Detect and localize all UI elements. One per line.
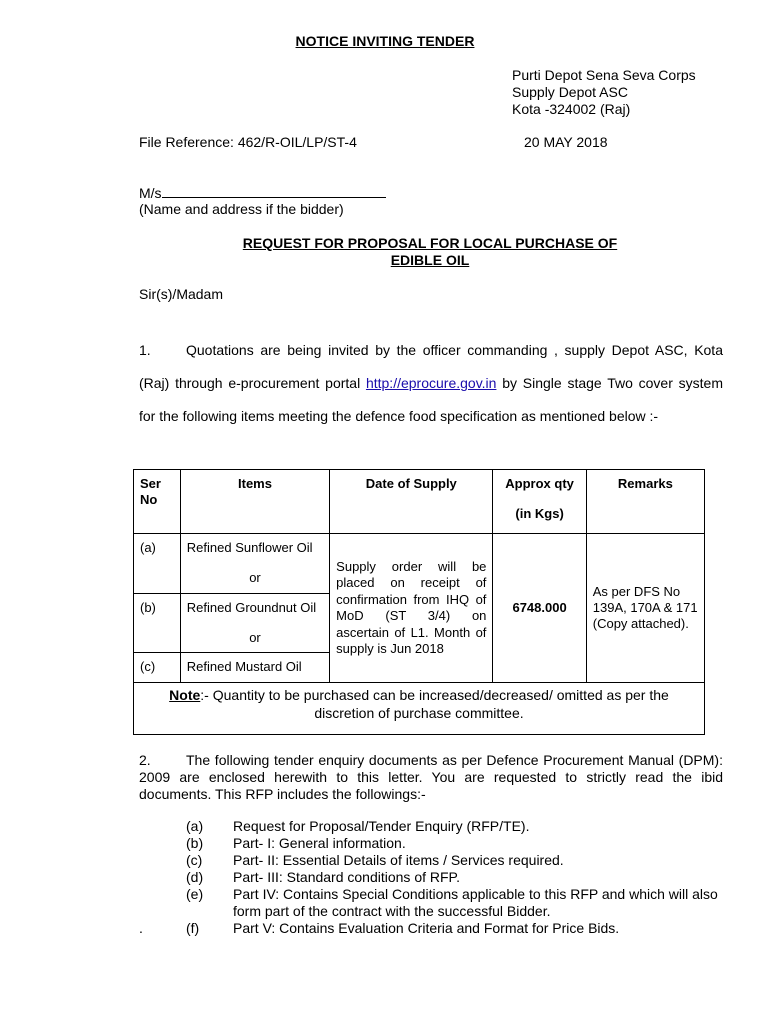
note-row — [134, 683, 705, 735]
note-cell — [134, 683, 705, 735]
list-marker: (f) — [186, 920, 200, 936]
file-reference: File Reference: 462/R-OIL/LP/ST-4 — [139, 134, 357, 150]
list-text: Part- II: Essential Details of items / Services required. — [233, 852, 564, 868]
list-marker: (b) — [186, 835, 204, 851]
note-label: Note — [169, 687, 201, 703]
header-items: Items — [180, 470, 329, 534]
item-name: Refined Sunflower Oil — [186, 540, 313, 555]
ser-cell: (a) — [134, 534, 181, 594]
note-text: :- Quantity to be purchased can be increased/decreased/ omitted as per the discretion of purchase committee. — [200, 687, 669, 721]
header-approx-qty — [493, 470, 586, 534]
address-line: Kota -324002 (Raj) — [512, 101, 631, 117]
paragraph-text: by Single stage Two cover system for the following items meeting the defence food specification as mentioned below :- — [139, 375, 723, 424]
list-text: Part V: Contains Evaluation Criteria and Format for Price Bids. — [233, 920, 620, 936]
list-item — [139, 920, 729, 937]
list-text: Request for Proposal/Tender Enquiry (RFP/TE). — [233, 818, 530, 834]
recipient-blank — [162, 184, 386, 198]
list-item — [139, 818, 729, 835]
rfp-title — [160, 235, 700, 269]
recipient-hint: (Name and address if the bidder) — [139, 201, 344, 217]
item-cell — [180, 534, 329, 594]
items-table — [133, 469, 705, 735]
header-date-of-supply: Date of Supply — [330, 470, 493, 534]
rfp-title-line2: EDIBLE OIL — [390, 252, 470, 268]
ser-cell: (b) — [134, 594, 181, 653]
item-name: Refined Groundnut Oil — [186, 600, 317, 615]
paragraph-number: 1. — [139, 342, 151, 358]
address-line: Purti Depot Sena Seva Corps — [512, 67, 696, 83]
paragraph-number: 2. — [139, 752, 151, 768]
salutation: Sir(s)/Madam — [139, 286, 224, 302]
rfp-title-line1: REQUEST FOR PROPOSAL FOR LOCAL PURCHASE OF — [242, 235, 618, 251]
header-remarks: Remarks — [586, 470, 704, 534]
ser-cell: (c) — [134, 653, 181, 683]
list-text: Part- I: General information. — [233, 835, 406, 851]
list-item — [139, 835, 729, 852]
header-qty-line1: Approx qty — [505, 476, 574, 491]
list-item — [139, 886, 729, 920]
header-ser-no: Ser No — [134, 470, 181, 534]
paragraph-2 — [139, 752, 723, 803]
eprocure-link[interactable]: http://eprocure.gov.in — [365, 375, 497, 391]
table-row — [134, 534, 705, 594]
list-marker: (a) — [186, 818, 204, 834]
header-qty-line2: (in Kgs) — [515, 506, 564, 521]
remarks-cell: As per DFS No 139A, 170A & 171 (Copy attached). — [586, 534, 704, 683]
list-marker: (e) — [186, 886, 204, 902]
table-header-row — [134, 470, 705, 534]
paragraph-text: Quotations are being invited by the officer commanding , supply Depot ASC, Kota (Raj) through e-procurement portal — [139, 342, 723, 391]
notice-date: 20 MAY 2018 — [524, 134, 608, 150]
paragraph-text: The following tender enquiry documents as per Defence Procurement Manual (DPM): 2009 are enclosed herewith to this letter. You are requested to strictly read the ibid documents. This RFP includes the followings:- — [139, 752, 723, 802]
list-item — [139, 852, 729, 869]
list-marker: (c) — [186, 852, 203, 868]
list-text: Part- III: Standard conditions of RFP. — [233, 869, 460, 885]
qty-cell: 6748.000 — [493, 534, 586, 683]
recipient-prefix: M/s — [139, 185, 162, 201]
item-name: Refined Mustard Oil — [180, 653, 329, 683]
list-dot: . — [139, 920, 143, 936]
item-or: or — [249, 570, 261, 585]
list-marker: (d) — [186, 869, 204, 885]
recipient-line — [139, 184, 386, 202]
address-line: Supply Depot ASC — [512, 84, 628, 100]
sender-address — [512, 67, 696, 118]
document-list — [139, 818, 729, 937]
item-cell — [180, 594, 329, 653]
list-item — [139, 869, 729, 886]
list-text: Part IV: Contains Special Conditions applicable to this RFP and which will also form part of the contract with the successful Bidder. — [233, 886, 718, 919]
notice-title: NOTICE INVITING TENDER — [295, 33, 475, 49]
item-or: or — [249, 630, 261, 645]
paragraph-1 — [139, 334, 723, 433]
supply-cell: Supply order will be placed on receipt of confirmation from IHQ of MoD (ST 3/4) on ascertain of L1. Month of supply is Jun 2018 — [330, 534, 493, 683]
